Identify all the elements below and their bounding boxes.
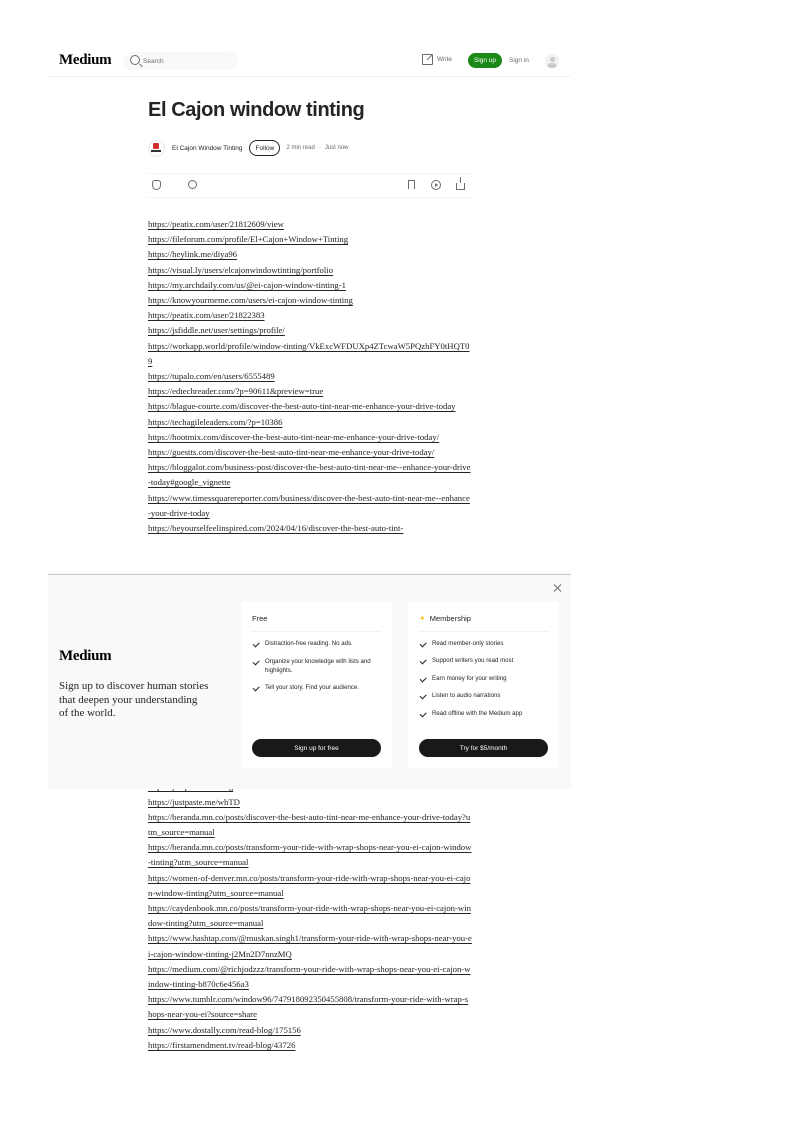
free-feature-list (252, 640, 382, 702)
article-link[interactable]: https://heylink.me/diya96 (148, 249, 238, 260)
publish-time: Just now (324, 145, 349, 151)
link-item (148, 384, 472, 399)
article-action-bar (148, 173, 472, 198)
link-item (148, 323, 472, 338)
link-item (148, 415, 472, 430)
feature-item (252, 684, 382, 693)
link-item (148, 217, 472, 232)
link-item (148, 445, 472, 460)
free-plan-title (252, 614, 267, 623)
feature-item (419, 657, 549, 666)
overlay-medium-logo: Medium (59, 648, 112, 664)
feature-text: Tell your story. Find your audience. (265, 684, 360, 692)
feature-text: Listen to audio narrations (432, 692, 501, 700)
link-item (148, 521, 472, 536)
article-link[interactable]: https://blague-courte.com/discover-the-best-auto-tint-near-me-enhance-your-drive-today (148, 401, 456, 412)
article-link[interactable]: https://peatix.com/user/21812609/view (148, 219, 284, 229)
article-link[interactable]: https://jsfiddle.net/user/settings/profile/ (148, 325, 285, 336)
link-item (148, 491, 472, 521)
feature-item (419, 675, 549, 684)
medium-logo[interactable]: Medium (59, 52, 112, 68)
feature-item (252, 640, 382, 649)
link-item (148, 278, 472, 293)
link-item (148, 308, 472, 323)
read-time: 2 min read (286, 145, 315, 151)
feature-item (419, 640, 549, 649)
write-link[interactable] (422, 54, 452, 65)
article-link[interactable]: https://edtechreader.com/?p=90611&preview=true (148, 386, 324, 397)
sign-up-free-button[interactable]: Sign up for free (252, 739, 381, 757)
check-icon (420, 710, 427, 717)
feature-text: Organize your knowledge with lists and highlights. (265, 657, 371, 674)
check-icon (420, 693, 427, 700)
link-item (148, 430, 472, 445)
sign-in-link[interactable]: Sign in (509, 57, 529, 64)
membership-plan-title (419, 614, 471, 623)
article-link[interactable]: https://knowyourmeme.com/users/ei-cajon-window-tinting (148, 295, 353, 306)
link-item (148, 931, 472, 961)
author-avatar[interactable] (148, 140, 165, 157)
feature-text: Read member-only stories (432, 640, 504, 647)
link-item (148, 232, 472, 247)
check-icon (420, 640, 427, 647)
link-item (148, 339, 472, 369)
feature-text: Earn money for your writing (432, 674, 507, 682)
membership-plan-name: Membership (429, 614, 471, 623)
article-link[interactable]: https://fileforum.com/profile/El+Cajon+Window+Tinting (148, 234, 349, 245)
link-item (148, 1023, 472, 1038)
divider (252, 631, 381, 632)
article-link[interactable]: https://www.dostally.com/read-blog/175156 (148, 1024, 301, 1035)
try-membership-button[interactable]: Try for $5/month (419, 739, 548, 757)
link-item (148, 247, 472, 262)
membership-feature-list (419, 640, 549, 727)
close-icon[interactable] (552, 583, 562, 593)
divider (419, 631, 548, 632)
star-icon: ✦ (419, 613, 426, 623)
link-item (148, 810, 472, 840)
article-link[interactable]: https://beranda.mn.co/posts/transform-your-ride-with-wrap-shops-near-you-ei-cajon-window-tinting?utm_source=manual (148, 842, 472, 868)
article-link[interactable]: https://bloggalot.com/business-post/discover-the-best-auto-tint-near-me--enhance-your-drive-today#google_vignette (148, 462, 471, 488)
free-plan-name: Free (252, 614, 268, 623)
article-title: El Cajon window tinting (148, 99, 365, 121)
top-navigation (48, 48, 571, 77)
feature-text: Support writers you read most (432, 657, 514, 665)
share-icon[interactable] (456, 183, 465, 190)
feature-item (419, 692, 549, 701)
check-icon (420, 658, 427, 665)
link-item (148, 460, 472, 490)
free-plan-card (241, 602, 392, 768)
article-link[interactable]: https://women-of-denver.mn.co/posts/transform-your-ride-with-wrap-shops-near-you-ei-cajon-window-tinting?utm_source=manual (148, 872, 471, 898)
link-item (148, 901, 472, 931)
article-link[interactable]: https://tupalo.com/en/users/6555489 (148, 371, 275, 382)
article-link[interactable]: https://guestts.com/discover-the-best-auto-tint-near-me-enhance-your-drive-today/ (148, 447, 435, 458)
article-link[interactable]: https://beyourselfeelinspired.com/2024/04/16/discover-the-best-auto-tint- (148, 523, 404, 534)
link-list-top (148, 217, 472, 536)
article-link[interactable]: https://techagileleaders.com/?p=10386 (148, 416, 283, 427)
link-item (148, 871, 472, 901)
link-item (148, 992, 472, 1022)
article-meta (286, 145, 348, 151)
check-icon (253, 685, 260, 692)
check-icon (253, 658, 260, 665)
link-item (148, 263, 472, 278)
feature-item (419, 710, 549, 719)
search-icon (130, 55, 140, 65)
byline (148, 140, 349, 156)
article-link[interactable]: https://peatix.com/user/21822383 (148, 310, 265, 321)
clap-icon[interactable] (152, 180, 161, 190)
feature-text: Read offline with the Medium app (432, 709, 523, 717)
article-link[interactable]: https://workapp.world/profile/window-tinting/VkExcWFDUXp4ZTcwaW5PQzhFY0tHQT09 (148, 340, 470, 366)
follow-button[interactable]: Follow (249, 140, 280, 156)
link-item (148, 795, 472, 810)
overlay-tagline: Sign up to discover human stories that deepen your understanding of the world. (59, 680, 209, 719)
article-link[interactable]: https://www.hashtap.com/@muskan.singh1/transform-your-ride-with-wrap-shops-near-you-ei-cajon-window-tinting-j2Mn2D7nnzMQ (148, 933, 472, 959)
link-item (148, 369, 472, 384)
article-link[interactable]: https://my.archdaily.com/us/@ei-cajon-window-tinting-1 (148, 279, 346, 290)
article-link[interactable]: https://hootmix.com/discover-the-best-auto-tint-near-me-enhance-your-drive-today/ (148, 431, 440, 442)
link-item (148, 962, 472, 992)
author-name[interactable]: El Cajon Window Tinting (172, 144, 243, 152)
article-link[interactable]: https://justpaste.me/whTD (148, 796, 240, 807)
article-link[interactable]: https://beranda.mn.co/posts/discover-the-best-auto-tint-near-me-enhance-your-drive-today?utm_source=manual (148, 811, 471, 837)
article-link[interactable]: https://www.timessquarereporter.com/business/discover-the-best-auto-tint-near-me--enhance-your-drive-today (148, 492, 470, 518)
membership-plan-card (408, 602, 559, 768)
search-input[interactable] (143, 55, 233, 67)
check-icon (420, 675, 427, 682)
check-icon (253, 640, 260, 647)
feature-text: Distraction-free reading. No ads. (265, 640, 353, 647)
meta-separator: · (318, 145, 321, 151)
link-item (148, 293, 472, 308)
feature-item (252, 658, 382, 676)
write-label: Write (437, 56, 453, 63)
search-bar[interactable] (124, 52, 238, 70)
article-link[interactable]: https://medium.com/@richjodzzz/transform-your-ride-with-wrap-shops-near-you-ei-cajon-window-tinting-b870c6e456a3 (148, 963, 471, 989)
comment-icon[interactable] (188, 180, 197, 189)
article-link[interactable]: https://firstamendment.tv/read-blog/43726 (148, 1039, 296, 1050)
link-list-bottom (148, 779, 472, 1053)
bookmark-icon[interactable] (408, 180, 415, 189)
link-item (148, 399, 472, 414)
link-item (148, 840, 472, 870)
avatar-icon[interactable] (545, 54, 559, 68)
signup-overlay (48, 574, 571, 789)
listen-icon[interactable] (431, 180, 441, 190)
pencil-icon (422, 54, 433, 65)
article-link[interactable]: https://caydenbook.mn.co/posts/transform-your-ride-with-wrap-shops-near-you-ei-cajon-window-tinting?utm_source=manual (148, 902, 471, 929)
link-item (148, 1038, 472, 1053)
article-link[interactable]: https://www.tumblr.com/window96/747918092350455808/transform-your-ride-with-wrap-shops-near-you-ei?source=share (148, 994, 469, 1020)
article-link[interactable]: https://visual.ly/users/elcajonwindowtinting/portfolio (148, 264, 334, 275)
sign-up-button[interactable]: Sign up (468, 53, 502, 68)
